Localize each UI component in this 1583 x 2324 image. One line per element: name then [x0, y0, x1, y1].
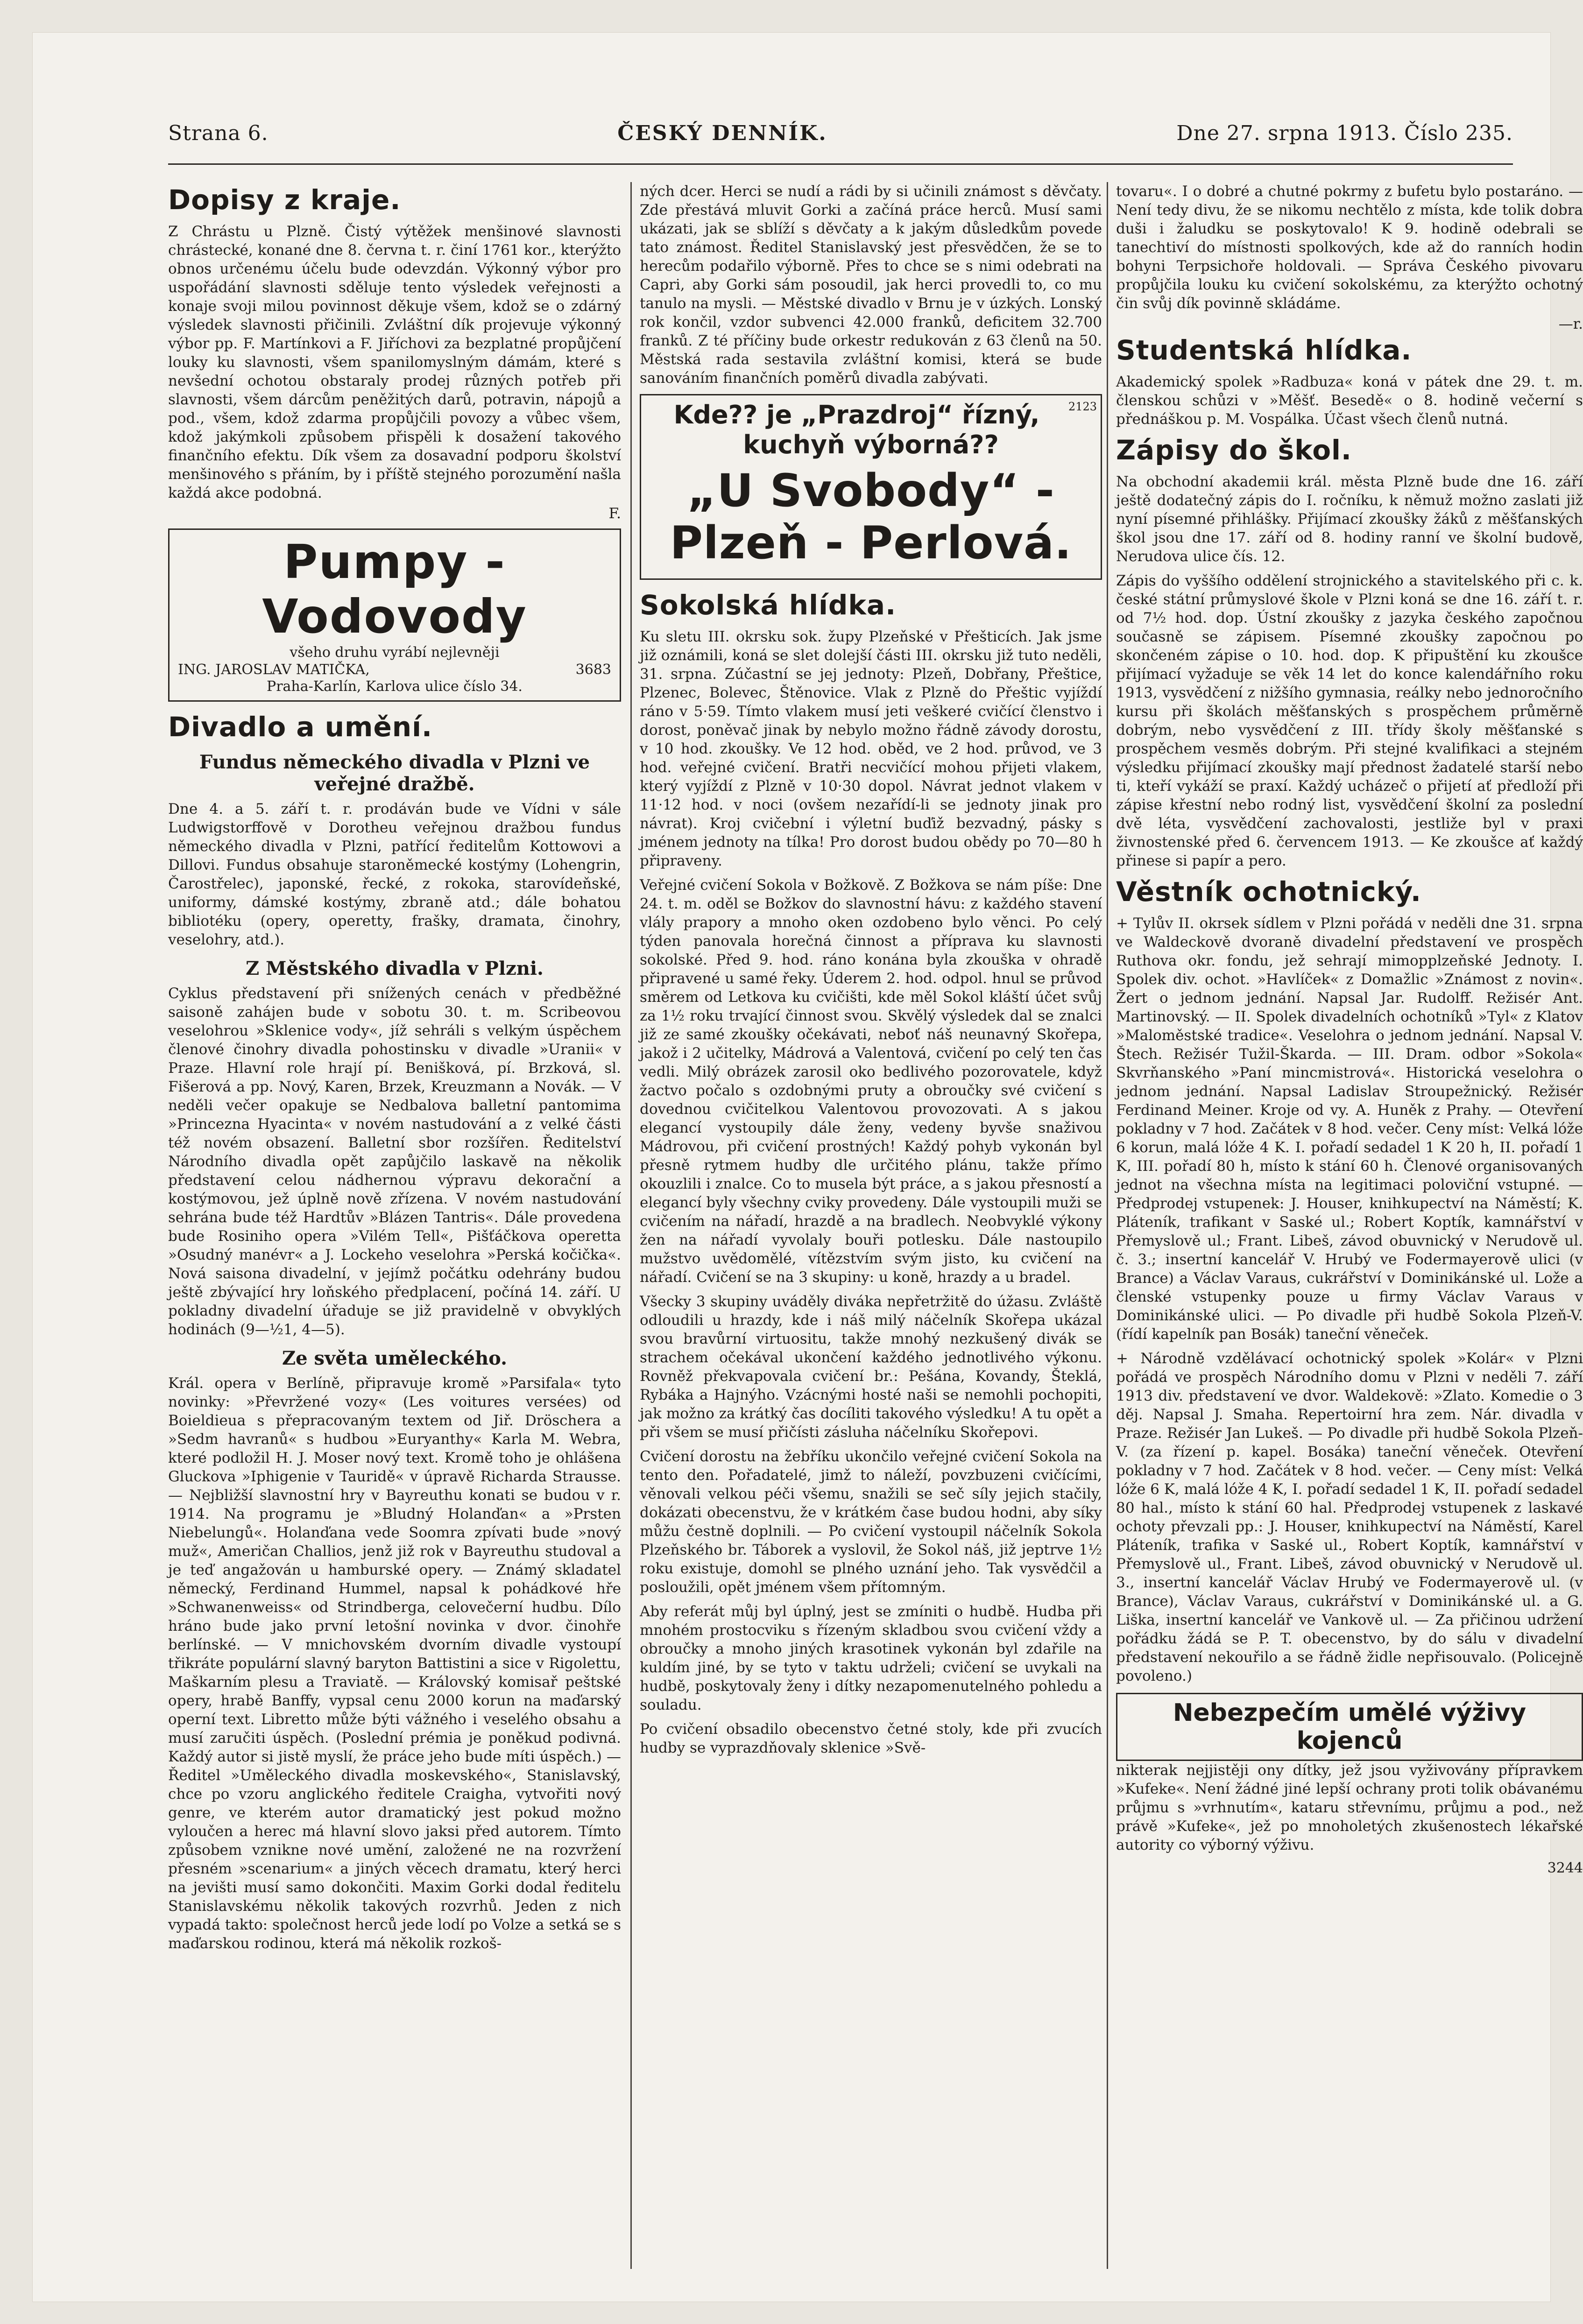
- article-paragraph: nikterak nejjistěji ony dítky, jež jsou vyživovány přípravkem »Kufeke«. Není žádné jiné lepší ochrany proti tolik obávanému průjmu s »vrhnutím«, kataru střevnímu, průjmu a pod., než právě »Kufeke«, jež po mnoholetých zkušenostech lékařské autority co výborný výživu.: [1116, 1762, 1583, 1853]
- section-heading: Divadlo a umění.: [168, 711, 433, 743]
- article-signature: —r.: [1558, 316, 1583, 332]
- page-header: [168, 121, 1513, 165]
- column-rule: [630, 182, 632, 2269]
- section-heading: Dopisy z kraje.: [168, 184, 401, 216]
- article-paragraph: + Tylův II. okrsek sídlem v Plzni pořádá v neděli dne 31. srpna ve Waldeckově dvoraně divadelní představení ve prospěch Ruthova okr. fondu, jež sehrají mimopplzeňské Jednoty. I. Spolek div. ochot. »Havlíček« z Domažlic »Známost z novin«. Žert o jednom jednání. Napsal Jar. Rudolff. Režisér Ant. Martinovský. — II. Spolek divadelních ochotníků »Tyl« z Klatov »Maloměstské tradice«. Veselohra o jednom jednání. Napsal V. Štech. Režisér Tužil-Škarda. — III. Dram. odbor »Sokola« Skvrňanského »Paní mincmistrová«. Historická veselohra o jednom jednání. Napsal Ladislav Stroupežnický. Režisér Ferdinand Meiner. Kroje od vy. A. Huněk z Prahy. — Otevření pokladny v 7 hod. Začátek v 8 hod. večer. Ceny míst: Velká lóže 6 korun, malá lóže 4 K. I. pořadí sedadel 1 K 20 h, II. pořadí 1 K, III. pořadí 80 h, místo k stání 60 h. Členové organisovaných jednot na všechna místa na legitimaci poloviční vstupné. — Předprodej vstupenek: J. Houser, knihkupectví na Náměstí; K. Pláteník, trafikant v Saské ul.; Robert Koptík, kamnářství v Přemyslově ul.; Frant. Libeš, závod obuvnický v Nerudově ul. č. 3.; insertní kancelář V. Hrubý ve Fodermayerově ulici (v Brance) a Václav Varaus, cukrářství v Dominikánské ul. Lože a členské vstupenky pouze u firmy Václav Varaus v Dominikánské ulici. — Po divadle při hudbě Sokola Plzeň-V. (řídí kapelník pan Bosák) taneční věneček.: [1116, 915, 1583, 1343]
- article-paragraph: Král. opera v Berlíně, připravuje kromě »Parsifala« tyto novinky: »Převržené vozy« (Les voitures versées) od Boieldieua s přepracovaným textem od Jiř. Dröschera a »Sedm havranů« s hudbou »Euryanthy« Karla M. Webra, které podložil H. J. Moser nový text. Kromě toho je ohlášena Gluckova »Iphigenie v Tauridě« v úpravě Richarda Strausse. — Nejbližší slavnostní hry v Bayreuthu konati se budou v r. 1914. Na programu je »Bludný Holanďan« a »Prsten Niebelungů«. Holanďana vede Soomra zpívati bude »nový muž«, Američan Challios, jenž již rok v Bayreuthu studoval a je teď angažován u hamburské opery. — Známý skladatel německý, Ferdinand Hummel, napsal k pohádkové hře »Schwanenweiss« od Strindberga, celovečerní hudbu. Dílo hráno bude jako první letošní novinka v dvor. činohře berlínské. — V mnichovském dvorním divadle vystoupí třikráte populární slavný baryton Battistini a sice v Rigolettu, Maškarním plesu a Traviatě. — Královský komisař peštské opery, hrabě Banffy, vypsal cenu 2000 korun na maďarský operní text. Libretto může býti vážného i veselého obsahu a musí zaručiti úspěch. (Poslední prémia je poněkud podivná. Každý autor si jistě myslí, že práce jeho bude míti úspěch.) — Ředitel »Uměleckého divadla moskevského«, Stanislavský, chce po vzoru anglického ředitele Craigha, vytvořiti nový genre, ve kterém autor dramatický jest pokud možno vyloučen a herec má hlavní slovo jaksi před autorem. Tímto způsobem vznikne nové umění, založené ne na rozvržení přesném »scenarium« a jiných věcech dramatu, který herci na jevišti musí samo dokončiti. Maxim Gorki dodal ředitelu Stanislavskému několik takových rozvrhů. Jeden z nich vypadá takto: společnost herců jede lodí po Volze a setká se s maďarskou rodinou, která má několik rozkoš-: [168, 1375, 621, 1952]
- article-heading: Z Městského divadla v Plzni.: [246, 958, 544, 979]
- article-paragraph: Všecky 3 skupiny uváděly diváka nepřetržitě do úžasu. Zvláště odloudili u hrazdy, kde i náš milý náčelník Skořepa ukázal svou bravůrní virtuositu, takže mnohý nezkušený divák se strachem očekával ukončení každého jednotlivého výkonu. Rovněž překvapovala cvičení br.: Pešána, Kovandy, Šteklá, Rybáka a Hajnýho. Vzácnými hosté naši se nemohli pochopiti, jak možno za krátký čas docíliti takového výsledku! A tu opět a při všem se musí přičísti zásluha náčelníku Skořepovi.: [640, 1293, 1102, 1441]
- article-paragraph: Z Chrástu u Plzně. Čistý výtěžek menšinové slavnosti chrástecké, konané dne 8. června t. r. činí 1761 kor., kterýžto obnos určenému účelu bude odevzdán. Výkonný výbor pro uspořádání slavnosti sděluje tento výsledek veřejnosti a konaje svoji milou povinnost děkuje všem, kdož se o zdárný výsledek slavnosti přičinili. Zvláštní dík projevuje výkonný výbor pp. F. Martínkovi a F. Jiříchovi za bezplatné propůjčení louky ku slavnosti, všem spanilomyslným dámám, které s nevšední ochotou obstaraly prodej různých potřeb při slavnosti, všem dárcům peněžitých darů, potravin, nápojů a pod., všem, kdož zdarma propůjčili povozy a vůbec všem, kdož jakýmkoli způsobem přispěli k dosažení takového finančního efektu. Dík všem za dosavadní podporu školství menšinového s přáním, by i příště stejného porozumění našla každá akce podobná.: [168, 223, 621, 501]
- article-signature: F.: [608, 505, 621, 522]
- ad-title: Pumpy - Vodovody: [262, 535, 527, 644]
- article-paragraph: Ku sletu III. okrsku sok. župy Plzeňské v Přešticích. Jak jsme již oznámili, koná se slet dolejší části III. okrsku již tuto neděli, 31. srpna. Zúčastní se jej jednoty: Plzeň, Dobřany, Přeštice, Plzenec, Bolevec, Štěnovice. Vlak z Plzně do Přeštic vyjíždí ráno v 5·59. Tímto vlakem musí jeti veškeré cvičící členstvo i dorost, poněvač jinak by nebylo možno řádně závody dorostu, v 10 hod. zkoušky. Ve 12 hod. oběd, ve 2 hod. průvod, ve 3 hod. veřejné cvičení. Bratři necvičící mohou přijeti vlakem, který vyjíždí z Plzně v 10·30 dopol. Návrat jednot vlakem v 11·12 hod. v noci (ovšem nezařídí-li se jednoty jinak pro návrat). Kroj cvičební i výletní buďiž bezvadný, pásky s jménem jednoty na tílka! Pro dorost budou obědy po 70—80 h připraveny.: [640, 628, 1102, 869]
- article-paragraph: Cvičení dorostu na žebříku ukončilo veřejné cvičení Sokola na tento den. Pořadatelé, jimž to náleží, povzbuzeni cvičícími, věnovali velkou péči všemu, snažili se seč síly jejich stačily, dokázati obecenstvu, že v krátkém čase budou hodni, aby síky můžu čestně doplnili. — Po cvičení vystoupil náčelník Sokola Plzeňského br. Táborek a vyslovil, že Sokol náš, již jeptrve 1½ roku existuje, domohl se plného uznání jeho. Tak vysvědčil a posloužili, opět jménem všem přítomným.: [640, 1448, 1102, 1596]
- ad-heading-boxed: Nebezpečím umělé výživy kojenců: [1116, 1693, 1583, 1761]
- advertisement-restaurant: [640, 394, 1102, 580]
- article-paragraph: Cyklus představení při snížených cenách v předběžné saisoně zahájen bude v sobotu 30. t. m. Scribeovou veselohrou »Sklenice vody«, jíž sehráli s velkým úspěchem členové činohry divadla pohostinsku v divadle »Uranii« v Praze. Hlavní role hrají pí. Benišková, pí. Brzková, sl. Fišerová a pp. Nový, Karen, Brzek, Kreuzmann a Novák. — V neděli večer opakuje se Nedbalova balletní pantomima »Princezna Hyacinta« v novém nastudování a z velké části též novém obsazení. Balletní sbor rozšířen. Ředitelství Národního divadla opět zapůjčilo laskavě na několik představení celou nádhernou výpravu dekorační a kostýmovou, jež úplně nově zřízena. V novém nastudování sehrána bude též Hardtův »Blázen Tantris«. Dále provedena bude Rosiniho opera »Vilém Tell«, Pišťáčkova operetta »Osudný manévr« a J. Lockeho veselohra »Perská kočička«. Nová saisona divadelní, v jejímž počátku odehrány budou ještě zbývající hry loňského předplacení, počíná 14. září. U pokladny divadelní úřaduje se již pravidelně v obvyklých hodinách (9—½1, 4—5).: [168, 985, 621, 1338]
- ad-headline: Kde?? je „Prazdroj“ řízný, kuchyň výborná??: [673, 400, 1040, 459]
- advertisement-pumps: [168, 528, 621, 702]
- page-number: Strana 6.: [168, 121, 269, 145]
- section-heading: Věstník ochotnický.: [1116, 876, 1421, 908]
- ad-line: všeho druhu vyrábí nejlevněji: [290, 644, 500, 661]
- article-paragraph: tovaru«. I o dobré a chutné pokrmy z bufetu bylo postaráno. — Není tedy divu, že se nikomu nechtělo z místa, kde tolik dobra duši i žaludku se poskytovalo! K 9. hodině odebrali se tanechtiví do místnosti spolkových, kde až do ranních hodin bohyni Terpsichoře holdovali. — Správa Českého pivovaru propůjčila louku ku cvičení sokolskému, za kterýžto ochotný čin svůj dík povinně skládáme.: [1116, 183, 1583, 312]
- article-heading: Ze světa uměleckého.: [282, 1347, 508, 1369]
- ad-number: 3244: [1547, 1860, 1583, 1876]
- ad-company: ING. JAROSLAV MATIČKA,: [178, 662, 370, 678]
- ad-banner: „U Svobody“ - Plzeň - Perlová.: [670, 465, 1072, 569]
- article-paragraph: Po cvičení obsadilo obecenstvo četné stoly, kde při zvucích hudby se vyprazdňovaly sklenice »Svě-: [640, 1721, 1102, 1756]
- issue-date: Dne 27. srpna 1913. Číslo 235.: [1176, 121, 1513, 145]
- article-paragraph: Dne 4. a 5. září t. r. prodáván bude ve Vídni v sále Ludwigstorffově v Dorotheu veřejnou dražbou fundus německého divadla v Plzni, patřící ředitelům Kottowovi a Dillovi. Fundus obsahuje staroněmecké kostýmy (Lohengrin, Čarostřelec), japonské, řecké, z rokoka, starovídeňské, uniformy, dámské kostýmy, zbraně atd.; dále bohatou bibliotéku (opery, operetty, frašky, dramata, činohry, veselohry, atd.).: [168, 801, 621, 948]
- article-paragraph: Na obchodní akademii král. města Plzně bude dne 16. září ještě dodatečný zápis do I. ročníku, k němuž možno zaslati již nyní písemné přihlášky. Přijímací zkoušky žáků z měšťanských škol jsou dne 17. září od 8. hodiny ranní ve školní budově, Nerudova ulice čís. 12.: [1116, 473, 1583, 565]
- column-rule: [1107, 182, 1108, 2269]
- ad-row: [173, 662, 616, 678]
- article-paragraph: Zápis do vyššího oddělení strojnického a stavitelského při c. k. české státní průmyslové škole v Plzni koná se dne 16. září t. r. od 7½ hod. dop. Ústní zkoušky z jazyka českého započnou současně se zápisem. Písemné zkoušky započnou po skončeném zápise o 10. hod. dop. K připuštění ku zkoušce přijímací vyžaduje se věk 14 let do konce kalendářního roku 1913, vysvědčení z nižšího gymnasia, reálky nebo jednoročního kursu při školách měšťanských s prospěchem průměrně dobrým, nebo vysvědčení z III. třídy školy měšťanské s prospěchem vesměs dobrým. Při stejné kvalifikaci a stejném výsledku přijímací zkoušky mají přednost žadatelé starší nebo ti, kteří vykáží se praxí. Každý ucházeč o přijetí ať předloží při zápise křestní nebo rodný list, vysvědčení školní za poslední dvě léta, vysvědčení zachovalosti, jestliže byl v praxi živnostenské před 6. červencem 1913. — Ke zkoušce ať každý přinese si papír a pero.: [1116, 572, 1583, 869]
- column-1: [168, 182, 621, 2269]
- ad-address: Praha-Karlín, Karlova ulice číslo 34.: [267, 678, 523, 695]
- article-paragraph: Akademický spolek »Radbuza« koná v pátek dne 29. t. m. členskou schůzi v »Měšť. Besedě« o 8. hodině večerní s přednáškou p. M. Vospálka. Účast všech členů nutná.: [1116, 373, 1583, 428]
- article-paragraph: Aby referát můj byl úplný, jest se zmíniti o hudbě. Hudba při mnohém prostocviku s řízeným skladbou svou cvičení vždy a obroučky a mnoho jiných krasotinek vykonán byl zdařile na kuldím jiné, by se tyto v taktu udrželi; cvičení se uvykali na hudbě, poskytovaly ženy i dítky nezapomenutelného pohledu a souladu.: [640, 1603, 1102, 1713]
- ad-number: 2123: [1068, 400, 1097, 413]
- newspaper-title: ČESKÝ DENNÍK.: [617, 121, 827, 145]
- article-paragraph: ných dcer. Herci se nudí a rádi by si učinili známost s děvčaty. Zde přestává mluvit Gorki a začíná práce herců. Musí sami ukázati, jak se sblíží s děvčaty a k jakým důsledkům povede tato známost. Ředitel Stanislavský jest přesvědčen, že se to herecům podařilo výborně. Přes to chce se s nimi odebrati na Capri, aby Gorki sám posoudil, jak herci provedli to, co mu tanulo na mysli. — Městské divadlo v Brnu je v úzkých. Lonský rok končil, vzdor subvenci 42.000 franků, deficitem 32.700 franků. Z té příčiny bude orkestr redukován z 63 členů na 50. Městská rada sestavila zvláštní komisi, která se bude sanováním finančních poměrů divadla zabývati.: [640, 183, 1102, 387]
- article-paragraph: + Národně vzdělávací ochotnický spolek »Kolár« v Plzni pořádá ve prospěch Národního domu v Plzni v neděli 7. září 1913 div. představení ve dvor. Waldekově: »Zlato. Komedie o 3 děj. Napsal J. Smaha. Repertoirní hra zem. Nár. divadla v Praze. Režisér Jan Lukeš. — Po divadle při hudbě Sokola Plzeň-V. (za řízení p. kapel. Bosáka) taneční věneček. Otevření pokladny v 7 hod. Začátek v 8 hod. večer. — Ceny míst: Velká lóže 6 K, malá lóže 4 K, I. pořadí sedadel 1 K, II. pořadí sedadel 80 hal., místo k stání 60 hal. Předprodej vstupenek z laskavé ochoty převzali pp.: J. Houser, knihkupectví na Náměstí, Karel Pláteník, trafika v Saské ul., Robert Koptík, kamnářství v Přemyslově ul., Frant. Libeš, závod obuvnický v Nerudově ul. 3., insertní kancelář Václav Hrubý ve Fodermayerově ul. (v Brance), Václav Varaus, cukrářství v Dominikánské ul. a G. Liška, insertní kancelář ve Vankově ul. — Za přičinou udržení pořádku žádá se P. T. obecenstvo, by do sálu v divadelní představení nekouřilo a se řádně židle nepřisouvalo. (Policejně povoleno.): [1116, 1350, 1583, 1684]
- section-heading: Zápisy do škol.: [1116, 434, 1352, 466]
- section-heading: Sokolská hlídka.: [640, 589, 897, 621]
- section-heading: Studentská hlídka.: [1116, 334, 1412, 366]
- column-2: [640, 182, 1102, 2269]
- ad-number: 3683: [575, 662, 611, 678]
- article-paragraph: Veřejné cvičení Sokola v Božkově. Z Božkova se nám píše: Dne 24. t. m. oděl se Božkov do slavnostní hávu: z každého stavení vlály prapory a mnoho oken ozdobeno bylo věnci. Po celý týden panovala horečná činnost a příprava ku slavnosti sokolské. Před 9. hod. ráno konána byla zkouška v ohradě připravené u samé řeky. Úderem 2. hod. odpol. hnul se průvod směrem od Letkova ku cvičišti, kde měl Sokol kláští účet svůj za 1½ roku trvající činnost svou. Skvělý výsledek dal se znalci již ze samé zkoušky očekávati, neboť náš neunavný Skořepa, jakož i 2 učitelky, Mádrová a Valentová, cvičení po celý ten čas vedli. Milý obrázek zarosil oko bedlivého pozorovatele, když žactvo počalo s ozdobnými pruty a obroučky své cvičení s dovednou cvičitelkou Valentovou provozovati. A s jakou elegancí vystoupily dále ženy, vedeny byvše snaživou Mádrovou, při cvičení prostných! Každý pohyb vykonán byl přesně rytmem hudby dle určitého plánu, takže přímo okouzlili i znalce. Co to musela být práce, a s jakou přesností a elegancí byly všechny cviky provedeny. Dále vystoupili muži se cvičením na nářadí, hrazdě a na bradlech. Neobvyklé výkony žen na nářadí vyvolaly bouři potlesku. Dále nastoupilo mužstvo uvědomělé, vítězstvím svým jisto, ku cvičení na nářadí. Cvičení se na 3 skupiny: u koně, hrazdy a u bradel.: [640, 877, 1102, 1286]
- newspaper-page: [33, 33, 1583, 2302]
- article-heading: Fundus německého divadla v Plzni ve veřejné dražbě.: [199, 751, 590, 795]
- column-3: [1116, 182, 1583, 2269]
